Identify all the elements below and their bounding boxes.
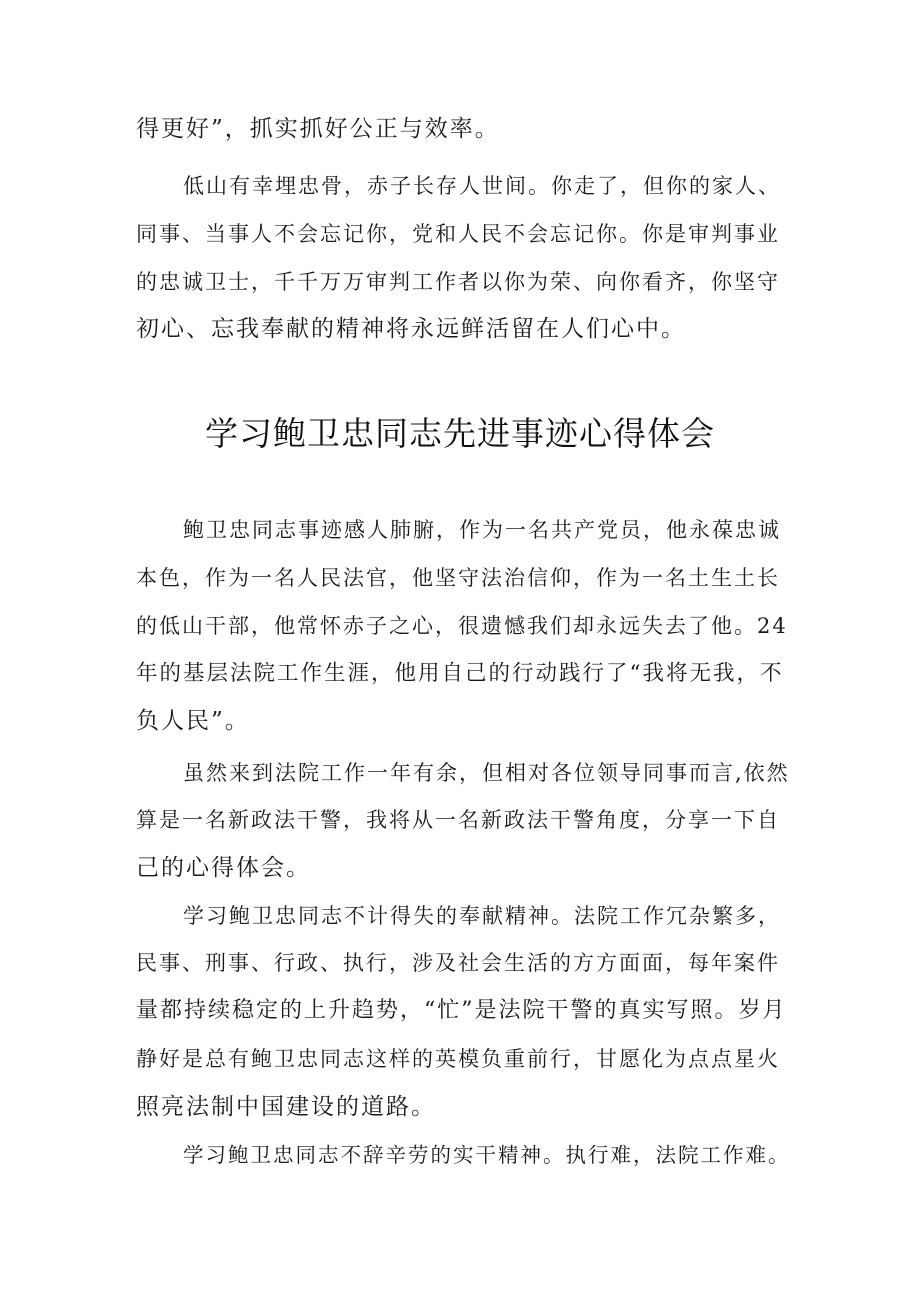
body-text-line: 照亮法制中国建设的道路。: [136, 1094, 436, 1120]
body-text-line: 低山有幸埋忠骨，赤子长存人世间。你走了，但你的家人、: [183, 174, 781, 198]
body-text-line: 鲍卫忠同志事迹感人肺腑，作为一名共产党员，他永葆忠诚: [183, 518, 781, 542]
body-text-line: 学习鲍卫忠同志不辞辛劳的实干精神。执行难，法院工作难。: [183, 1143, 791, 1167]
body-text-line: 量都持续稳定的上升趋势，“忙”是法院干警的真实写照。岁月: [136, 998, 787, 1023]
body-text-line: 同事、当事人不会忘记你，党和人民不会忘记你。你是审判事业: [136, 222, 780, 246]
body-text-line: 初心、忘我奉献的精神将永远鲜活留在人们心中。: [136, 316, 686, 342]
body-text-line: 算是一名新政法干警，我将从一名新政法干警角度，分享一下自: [136, 808, 780, 832]
body-text-line: 负人民”。: [136, 708, 250, 734]
body-text-line: 年的基层法院工作生涯，他用自己的行动践行了“我将无我，不: [136, 661, 784, 686]
body-text-line: 的忠诚卫士，千千万万审判工作者以你为荣、向你看齐，你坚守: [136, 270, 780, 294]
body-text-line: 学习鲍卫忠同志不计得失的奉献精神。法院工作冗杂繁多，: [183, 904, 781, 928]
body-text-line: 虽然来到法院工作一年有余，但相对各位领导同事而言,依然: [183, 761, 790, 785]
body-text-line: 的低山干部，他常怀赤子之心，很遗憾我们却永远失去了他。24: [136, 614, 788, 638]
body-text-line: 得更好”，抓实抓好公正与效率。: [136, 116, 500, 142]
body-text-line: 民事、刑事、行政、执行，涉及社会生活的方方面面，每年案件: [136, 951, 780, 975]
body-text-line: 己的心得体会。: [136, 855, 311, 881]
body-text-line: 本色，作为一名人民法官，他坚守法治信仰，作为一名土生土长: [136, 566, 780, 590]
body-text-line: 静好是总有鲍卫忠同志这样的英模负重前行，甘愿化为点点星火: [136, 1047, 780, 1071]
article-title: 学习鲍卫忠同志先进事迹心得体会: [205, 414, 715, 453]
